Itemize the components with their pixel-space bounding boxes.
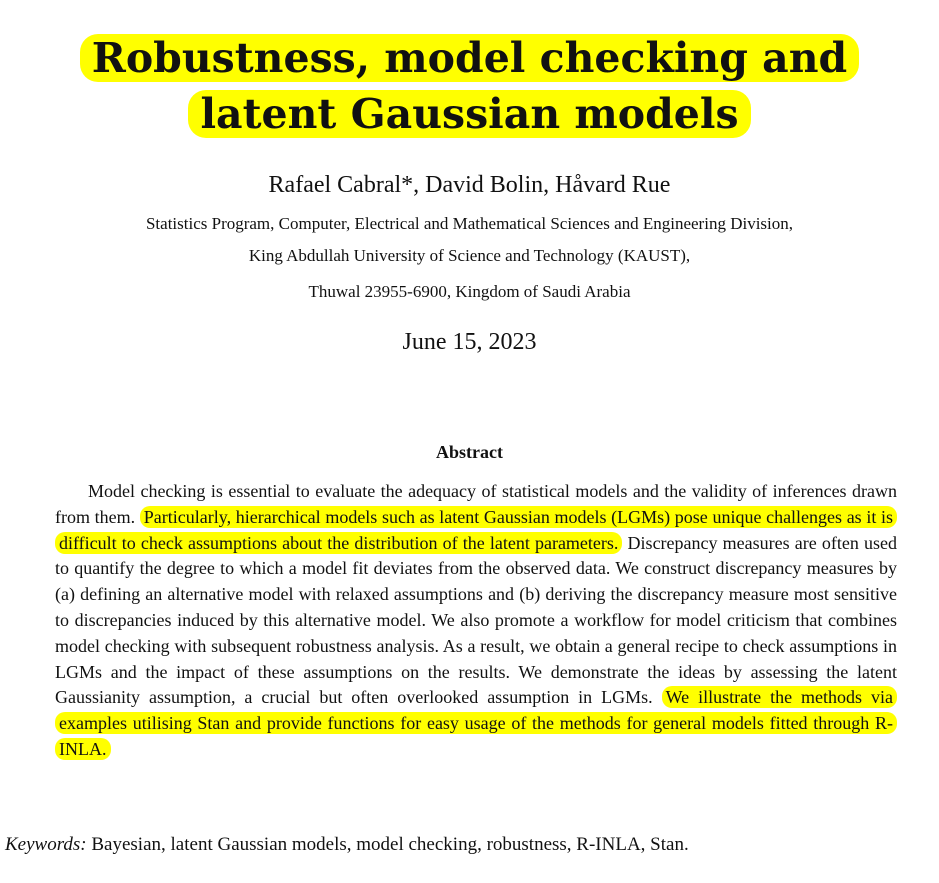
affiliation-line-2: King Abdullah University of Science and Technology (KAUST), [248,246,691,265]
keywords-label: Keywords: [5,834,87,855]
abstract-highlight-1: Particularly, hierarchical models such as latent Gaussian models (LGMs) pose unique challenges as it is difficult to check assumptions about the distribution of the latent parameters. [55,506,897,554]
abstract-text-2: Discrepancy measures are often used to quantify the degree to which a model fit deviates from the observed data. We construct discrepancy measures by (a) defining an alternative model with relaxed assumptions and (b) deriving the discrepancy measure most sensitive to discrepancies induced by this alternative model. We also promote a workflow for model criticism that combines model checking with subsequent robustness analysis. As a result, we obtain a general recipe to check assumptions in LGMs and the impact of these assumptions on the results. We demonstrate the ideas by assessing the latent Gaussianity assumption, a crucial but often overlooked assumption in LGMs. [55,532,897,708]
publication-date: June 15, 2023 [402,329,537,355]
title-highlight-line1: Robustness, model checking and [80,34,859,82]
keywords-text: Bayesian, latent Gaussian models, model checking, robustness, R-INLA, Stan. [86,834,689,855]
keywords-line [5,832,689,858]
abstract-text-1: Model checking is essential to evaluate the adequacy of statistical models and the validity of inferences drawn from them. [55,481,897,527]
abstract-highlight-2: We illustrate the methods via examples utilising Stan and provide functions for easy usage of the methods for general models fitted through R-INLA. [55,686,897,760]
affiliation-line-1: Statistics Program, Computer, Electrical and Mathematical Sciences and Engineering Division, [145,214,794,233]
title-highlight-line2: latent Gaussian models [188,90,750,138]
paper-title [0,30,939,142]
author-list: Rafael Cabral*, David Bolin, Håvard Rue [268,172,671,198]
abstract-body [55,479,897,763]
abstract-heading: Abstract [436,442,503,462]
affiliation-line-3: Thuwal 23955-6900, Kingdom of Saudi Arabia [308,282,631,301]
